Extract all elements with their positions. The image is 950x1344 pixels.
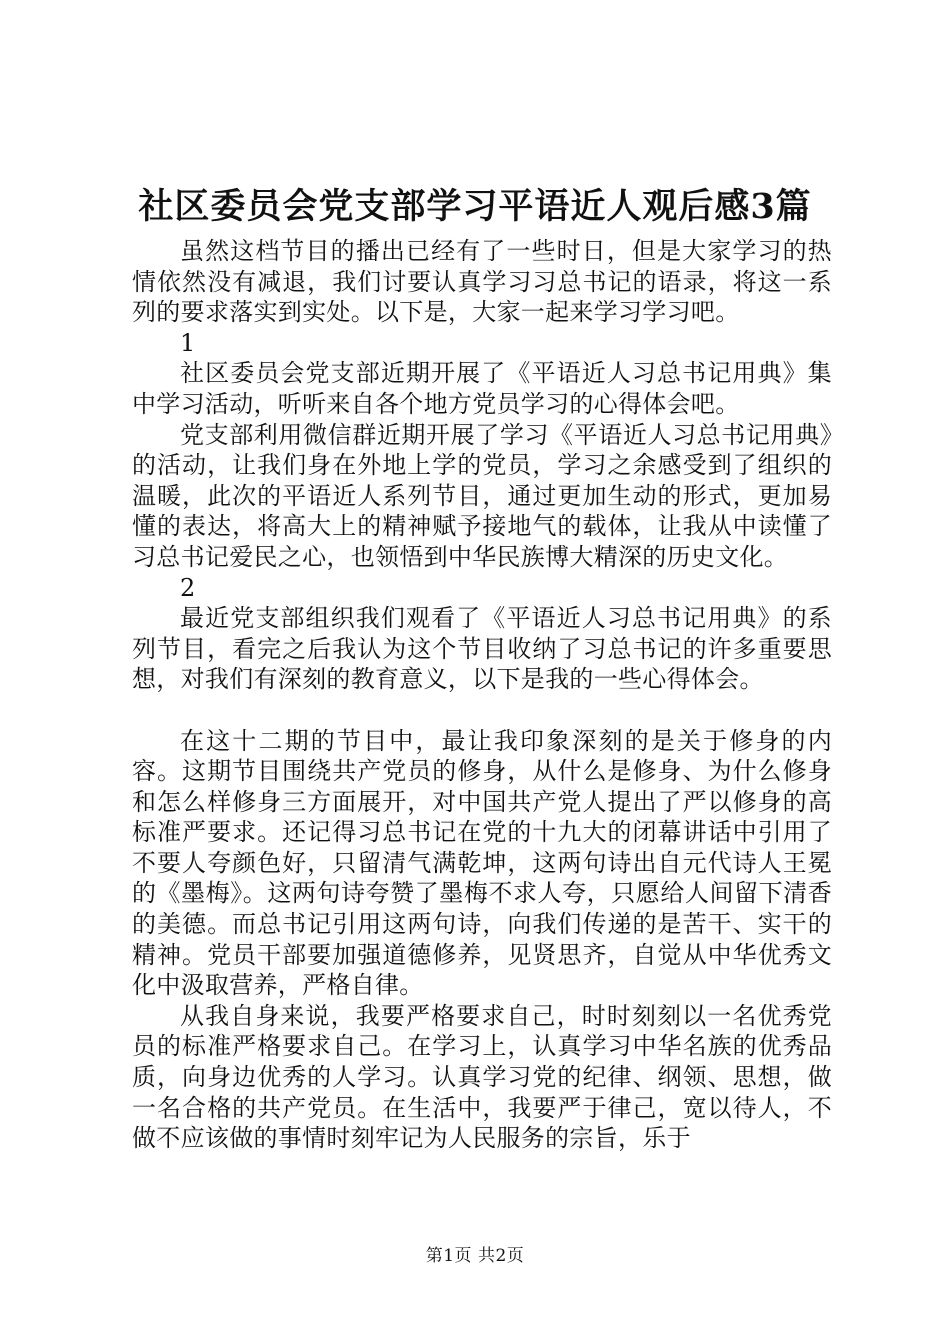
document-title: 社区委员会党支部学习平语近人观后感3篇 xyxy=(138,186,812,227)
section-number: 2 xyxy=(180,573,196,602)
body-paragraph: 从我自身来说，我要严格要求自己，时时刻刻以一名优秀党员的标准严格要求自己。在学习上，认真学习中华名族的优秀品质，向身边优秀的人学习。认真学习党的纪律、纲领、思想，做一名合格的共产党员。在生活中，我要严于律己，宽以待人，不做不应该做的事情时刻牢记为人民服务的宗旨，乐于 xyxy=(132,1001,832,1153)
paragraph-spacer xyxy=(132,695,832,726)
body-paragraph: 最近党支部组织我们观看了《平语近人习总书记用典》的系列节目，看完之后我认为这个节目收纳了习总书记的许多重要思想，对我们有深刻的教育意义，以下是我的一些心得体会。 xyxy=(132,604,832,694)
section-number: 1 xyxy=(180,328,196,357)
intro-paragraph: 虽然这档节目的播出已经有了一些时日，但是大家学习的热情依然没有减退，我们讨要认真学习习总书记的语录，将这一系列的要求落实到实处。以下是，大家一起来学习学习吧。 xyxy=(132,237,832,327)
document-body xyxy=(132,236,832,1154)
page-footer xyxy=(0,1245,950,1267)
body-paragraph: 党支部利用微信群近期开展了学习《平语近人习总书记用典》的活动，让我们身在外地上学的党员，学习之余感受到了组织的温暖，此次的平语近人系列节目，通过更加生动的形式，更加易懂的表达，将高大上的精神赋予接地气的载体，让我从中读懂了习总书记爱民之心，也领悟到中华民族博大精深的历史文化。 xyxy=(132,420,832,571)
body-paragraph: 在这十二期的节目中，最让我印象深刻的是关于修身的内容。这期节目围绕共产党员的修身，从什么是修身、为什么修身和怎么样修身三方面展开，对中国共产党人提出了严以修身的高标准严要求。还记得习总书记在党的十九大的闭幕讲话中引用了不要人夸颜色好，只留清气满乾坤，这两句诗出自元代诗人王冕的《墨梅》。这两句诗夸赞了墨梅不求人夸，只愿给人间留下清香的美德。而总书记引用这两句诗，向我们传递的是苦干、实干的精神。党员干部要加强道德修养，见贤思齐，自觉从中华优秀文化中汲取营养，严格自律。 xyxy=(132,726,832,1000)
body-paragraph: 社区委员会党支部近期开展了《平语近人习总书记用典》集中学习活动，听听来自各个地方党员学习的心得体会吧。 xyxy=(132,359,832,418)
page-number-indicator: 第1页 共2页 xyxy=(425,1246,525,1266)
